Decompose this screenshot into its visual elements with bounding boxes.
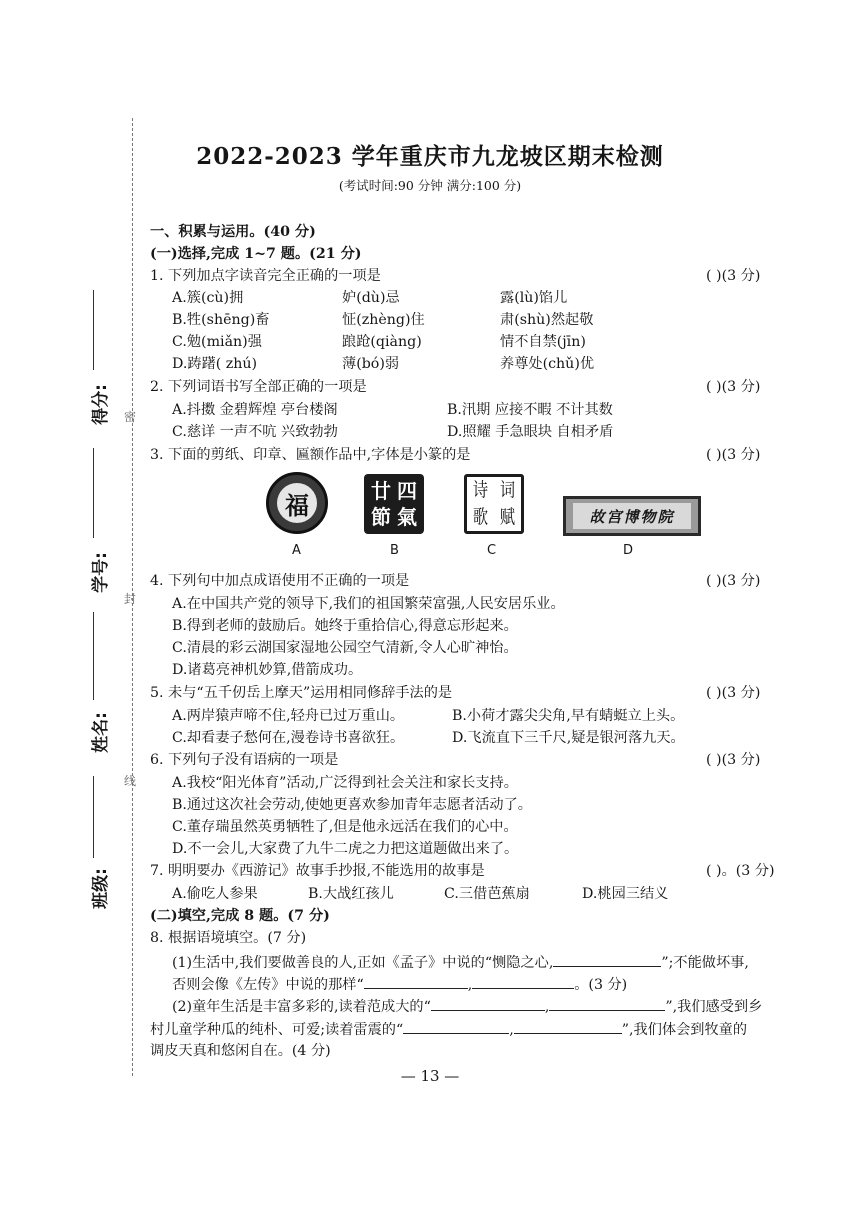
q8-p2-line2: [150, 1019, 747, 1040]
q1-opt-b1: B.牲(shēng)畜: [172, 312, 270, 328]
q8-p2-text-b: ,: [544, 999, 550, 1015]
student-id-line: [93, 448, 94, 538]
q8-blank-7[interactable]: [514, 1019, 622, 1034]
exam-subtitle: (考试时间:90 分钟 满分:100 分): [338, 178, 522, 193]
q8-p1-text-b: ”;不能做坏事,: [661, 955, 749, 971]
q8-p1-text-d: ,: [467, 977, 473, 993]
q1-opt-d3: 养尊处(chǔ)优: [500, 356, 595, 372]
q4-opt-b: B.得到老师的鼓励后。她终于重拾信心,得意忘形起来。: [172, 618, 518, 634]
q8-blank-5[interactable]: [549, 996, 665, 1011]
q7-opt-a: A.偷吃人参果: [172, 886, 258, 902]
section-heading: 一、积累与运用。(40 分): [150, 224, 316, 240]
q1-opt-d2: 薄(bó)弱: [342, 356, 400, 372]
class-line: [93, 776, 94, 858]
q1-stem: 1. 下列加点字读音完全正确的一项是: [150, 268, 381, 284]
q6-opt-b: B.通过这次社会劳动,使她更喜欢参加青年志愿者活动了。: [172, 797, 532, 813]
q1-opt-a1: A.簇(cù)拥: [172, 290, 244, 306]
exam-title: 2022-2023 学年重庆市九龙坡区期末检测: [196, 143, 664, 170]
q2-opt-b: B.汛期 应接不暇 不计其数: [447, 402, 613, 418]
q8-blank-2[interactable]: [364, 974, 468, 989]
q8-blank-3[interactable]: [472, 974, 574, 989]
q8-p2-text-f: ”,我们体会到牧童的: [621, 1022, 748, 1038]
seal-script-char-2: 词: [499, 479, 516, 501]
q8-p2-line1: [172, 996, 762, 1017]
q7-opt-d: D.桃园三结义: [582, 886, 669, 902]
part-heading-fill: (二)填空,完成 8 题。(7 分): [150, 908, 330, 924]
q1-opt-b3: 肃(shù)然起敬: [500, 312, 594, 328]
q7-opt-b: B.大战红孩儿: [308, 886, 394, 902]
plaque-text: 故宫博物院: [573, 503, 691, 529]
q8-blank-6[interactable]: [403, 1019, 509, 1034]
q8-p2-text-e: ,: [509, 1022, 514, 1038]
q8-p1-line1: [172, 952, 749, 973]
q3-stem: 3. 下面的剪纸、印章、匾额作品中,字体是小篆的是: [150, 447, 471, 463]
seal-script-char-3: 歌: [472, 506, 489, 528]
q1-opt-c1: C.勉(miǎn)强: [172, 334, 262, 350]
binding-mark-mi: 密: [124, 410, 137, 424]
page-number: — 13 —: [400, 1067, 460, 1085]
q5-stem: 5. 未与“五千仞岳上摩天”运用相同修辞手法的是: [150, 685, 453, 701]
q3-image-a-papercut: [266, 472, 328, 534]
q1-opt-d1: D.踌躇( zhú): [172, 356, 258, 372]
q5-answer-paren[interactable]: ( )(3 分): [706, 685, 761, 701]
seal-char-2: 四: [397, 479, 417, 503]
q6-stem: 6. 下列句子没有语病的一项是: [150, 752, 339, 768]
class-label: 班级:: [90, 868, 111, 909]
q3-caption-a: A: [292, 543, 301, 558]
seal-char-1: 廿: [371, 479, 391, 503]
q8-blank-1[interactable]: [553, 952, 661, 967]
q1-opt-c3: 情不自禁(jīn): [500, 334, 586, 350]
q8-p2-text-c: ”,我们感受到乡: [665, 999, 763, 1015]
papercut-character: 福: [277, 483, 317, 523]
q4-answer-paren[interactable]: ( )(3 分): [706, 573, 761, 589]
q6-opt-c: C.董存瑞虽然英勇牺牲了,但是他永远活在我们的心中。: [172, 819, 518, 835]
student-id-label: 学号:: [90, 552, 111, 593]
seal-char-4: 氣: [397, 505, 417, 529]
q8-blank-4[interactable]: [431, 996, 545, 1011]
q1-opt-a2: 妒(dù)忌: [342, 290, 400, 306]
q2-opt-c: C.慈详 一声不吭 兴致勃勃: [172, 424, 338, 440]
q8-stem: 8. 根据语境填空。(7 分): [150, 930, 307, 946]
q8-p2-text-d: 村儿童学种瓜的纯朴、可爱;读着雷震的“: [150, 1022, 404, 1038]
q3-caption-d: D: [623, 543, 634, 558]
q1-opt-b2: 怔(zhèng)住: [342, 312, 425, 328]
seal-script-char-1: 诗: [472, 479, 489, 501]
q4-stem: 4. 下列句中加点成语使用不正确的一项是: [150, 573, 410, 589]
q5-opt-a: A.两岸猿声啼不住,轻舟已过万重山。: [172, 708, 405, 724]
q6-answer-paren[interactable]: ( )(3 分): [706, 752, 761, 768]
seal-script-char-4: 赋: [499, 506, 516, 528]
q3-image-c-seal-script: [464, 474, 524, 534]
seal-char-3: 節: [371, 505, 391, 529]
score-label: 得分:: [90, 384, 111, 425]
q2-opt-d: D.照耀 手急眼块 自相矛盾: [447, 424, 614, 440]
name-line: [93, 612, 94, 700]
q8-p2-text-a: (2)童年生活是丰富多彩的,读着范成大的“: [172, 999, 431, 1015]
q7-opt-c: C.三借芭蕉扇: [444, 886, 530, 902]
q5-opt-c: C.却看妻子愁何在,漫卷诗书喜欲狂。: [172, 730, 405, 746]
q3-caption-c: C: [487, 543, 497, 558]
q8-p1-text-c: 否则会像《左传》中说的那样“: [172, 977, 364, 993]
q7-answer-paren[interactable]: ( )。(3 分): [706, 863, 775, 879]
part-heading-choice: (一)选择,完成 1~7 题。(21 分): [150, 246, 362, 262]
q1-opt-a3: 露(lù)馅儿: [500, 290, 568, 306]
q8-p1-text-e: 。(3 分): [574, 977, 628, 993]
q1-answer-paren[interactable]: ( )(3 分): [706, 268, 761, 284]
q3-caption-b: B: [390, 543, 399, 558]
binding-mark-feng: 封: [124, 592, 137, 606]
q4-opt-d: D.诸葛亮神机妙算,借箭成功。: [172, 662, 363, 678]
q4-opt-a: A.在中国共产党的领导下,我们的祖国繁荣富强,人民安居乐业。: [172, 596, 565, 612]
q6-opt-a: A.我校“阳光体育”活动,广泛得到社会关注和家长支持。: [172, 775, 518, 791]
q2-stem: 2. 下列词语书写全部正确的一项是: [150, 379, 367, 395]
q7-stem: 7. 明明要办《西游记》故事手抄报,不能选用的故事是: [150, 863, 485, 879]
q3-image-d-plaque: [563, 496, 701, 536]
q8-p1-text-a: (1)生活中,我们要做善良的人,正如《孟子》中说的“恻隐之心,: [172, 955, 554, 971]
q2-answer-paren[interactable]: ( )(3 分): [706, 379, 761, 395]
score-line: [93, 290, 94, 370]
q4-opt-c: C.清晨的彩云湖国家湿地公园空气清新,令人心旷神怡。: [172, 640, 518, 656]
q5-opt-b: B.小荷才露尖尖角,早有蜻蜓立上头。: [452, 708, 685, 724]
q8-p2-line3: 调皮天真和悠闲自在。(4 分): [150, 1043, 331, 1059]
binding-mark-xian: 线: [124, 774, 137, 788]
q2-opt-a: A.抖擞 金碧辉煌 亭台楼阁: [172, 402, 338, 418]
q3-answer-paren[interactable]: ( )(3 分): [706, 447, 761, 463]
name-label: 姓名:: [90, 712, 111, 753]
q6-opt-d: D.不一会儿,大家费了九牛二虎之力把这道题做出来了。: [172, 841, 519, 857]
q1-opt-c2: 踉跄(qiàng): [342, 334, 422, 350]
q3-image-b-seal: [364, 474, 424, 534]
q8-p1-line2: [172, 974, 627, 995]
q5-opt-d: D.飞流直下三千尺,疑是银河落九天。: [452, 730, 685, 746]
